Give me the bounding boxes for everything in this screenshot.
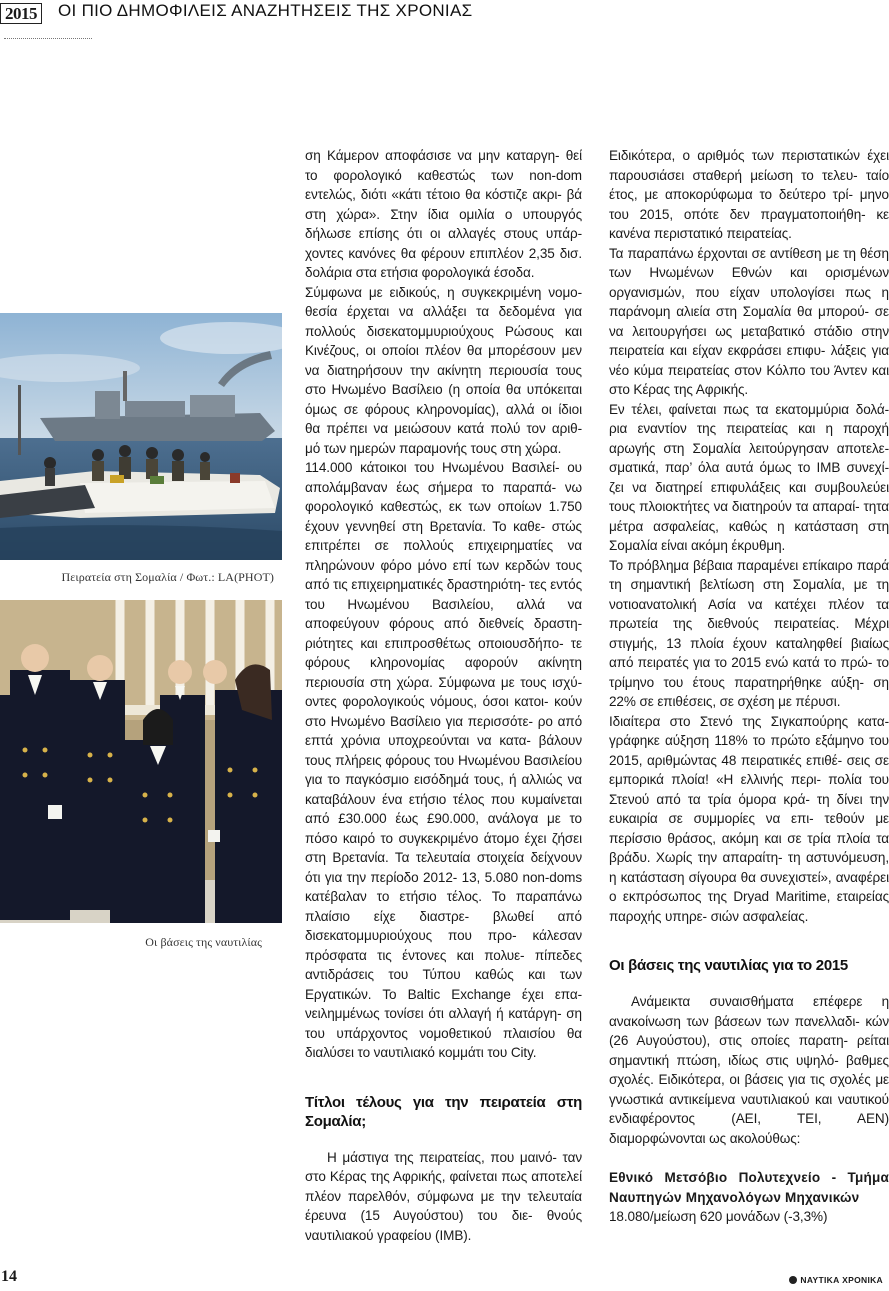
section-title: ΟΙ ΠΙΟ ΔΗΜΟΦΙΛΕΙΣ ΑΝΑΖΗΤΗΣΕΙΣ ΤΗΣ ΧΡΟΝΙΑΣ (58, 1, 473, 20)
piracy-photo (0, 313, 282, 560)
paragraph: Το πρόβλημα βέβαια παραμένει επίκαιρο παρά τη σημαντική βελτίωση στη Σομαλία, με τη νοτιοανατολική Ασία να κατέχει πλέον τα πρωτεία της διεθνούς πειρατείας. Μέχρι στιγμής, 13 πλοία έχουν καταληφθεί βιαίως από πειρατές για το 2015 ενώ κατά το πρώ- το τρίμηνο του έτους παρατηρήθηκε αύξη- ση 22% σε επιθέσεις, σε σχέση με πέρυσι. (609, 557, 889, 709)
brand-name: ΝΑΥΤΙΚΑ ΧΡΟΝΙΚΑ (800, 1275, 883, 1285)
subheading-nautical-bases: Οι βάσεις της ναυτιλίας για το 2015 (609, 957, 848, 974)
paragraph: Τα παραπάνω έρχονται σε αντίθεση με τη θέση των Ηνωμένων Εθνών και ορισμένων οργανισμών, που είχαν υπολογίσει πως η παράνομη αλιεία στη Σομαλία θα μπορού- σε να λειτουργήσει ως μεταβατικό στάδιο στην πειρατεία και είχαν εκφράσει επιφυ- λάξεις για νέο κύμα πειρατείας στον Κόλπο του Άντεν και στο Κέρας της Αφρικής. (609, 245, 889, 397)
paragraph: Ιδιαίτερα στο Στενό της Σιγκαπούρης κατα- γράφηκε αύξηση 118% το πρώτο εξάμηνο του 2015, αριθμώντας 48 πειρατικές επιθέ- σεις σε εμπορικά πλοία! «Η ελλινής περι- πολία του Στενού από τα τρία όμορα κρά- τη δίνει την ευκαιρία σε συμμορίες να επι- τεθούν με περίσσιο θράσος, ακόμη και σε τρία πλοία τα βράδυ. Χωρίς την απαραίτη- τη αστυνόμευση, η κατάσταση σίγουρα θα συνεχιστεί», αναφέρει ο εκπρόσωπος της Dryad Maritime, εταιρείας παροχής υπηρε- σιών ασφαλείας. (609, 713, 889, 924)
piracy-photo-caption: Πειρατεία στη Σομαλία / Φωτ.: LA(PHOT) (61, 570, 274, 584)
page-number: 14 (1, 1268, 17, 1285)
cadets-photo-caption: Οι βάσεις της ναυτιλίας (145, 935, 262, 949)
subheading-piracy: Τίτλοι τέλους για την πειρατεία στη Σομαλία; (305, 1093, 582, 1130)
dotted-divider (4, 38, 92, 40)
school-score: 18.080/μείωση 620 μονάδων (-3,3%) (609, 1209, 828, 1224)
paragraph: 114.000 κάτοικοι του Ηνωμένου Βασιλεί- ου απολάμβαναν έως σήμερα το παραπά- νω φορολογικό καθεστώς, εκ των οποίων 1.750 έχουν γεννηθεί στη Βρετανία. Το καθε- στώς επιτρέπει σε πολλούς επιχειρηματίες να πληρώνουν φόρο μόνο επί των κερδών τους από τις επιχειρηματικές δραστηριότη- τες εντός του Ηνωμένου Βασιλείου, αλλά να αποφεύγουν φόρους από διεθνείς δραστη- ριότητες και επιπροσθέτως οποιουσδήπο- τε φόρους κληρονομίας αφορούν ακίνητη περιουσία στη χώρα. Σύμφωνα με τους ισχύ- οντες φορολογικούς νόμους, όσοι κατοι- κούν στο Ηνωμένο Βασίλειο για περισσότε- ρο από επτά χρόνια υποχρεούνται να κατα- βάλουν τους πλήρεις φόρους του Ηνωμένου Βασιλείου για το παγκόσμιο εισόδημά τους, ή αλλιώς να καταβάλουν ένα ετήσιο τέλος που κυμαίνεται από £30.000 έως £90.000, ανάλογα με το πόσο καιρό το συγκεκριμένο άτομο έχει ζήσει στη Βρετανία. Τα τελευταία στοιχεία δείχνουν ότι για την περίοδο 2012- 13, 5.080 non-doms κατέβαλαν το ετήσιο τέλος. Το παραπάνω πλαίσιο είχε διαστρε- βλωθεί από δισεκατομμυριούχους που προ- κάλεσαν πρόσφατα τις έντονες και πολυε- πίπεδες αντιδράσεις του Τύπου καθώς και των Εργατικών. Το Baltic Exchange έχει επα- νειλημμένως τονίσει ότι αλλαγή ή κατάργη- ση του υπάρχοντος νομοθετικού πλαισίου θα διαλύσει το ναυτιλιακό κομμάτι του City. (305, 460, 582, 1060)
paragraph: Η μάστιγα της πειρατείας, που μαινό- ταν στο Κέρας της Αφρικής, φαίνεται πως αποτελεί πλέον παρελθόν, σύμφωνα με την τελευταία έρευνα (15 Αυγούστου) του διε- θνούς ναυτιλιακού γραφείου (IMB). (305, 1149, 582, 1243)
school-name: Εθνικό Μετσόβιο Πολυτεχνείο - Τμήμα Ναυπηγών Μηχανολόγων Μηχανικών (609, 1170, 889, 1205)
footer-brand (789, 1275, 883, 1285)
text-column-1 (305, 146, 582, 1245)
cadets-photo (0, 600, 282, 923)
paragraph: Εν τέλει, φαίνεται πως τα εκατομμύρια δολά- ρια εναντίον της πειρατείας και η παροχή αρωγής στη Σομαλία λειτούργησαν αποτελε- σματικά, παρ’ όλα αυτά όμως το IMB συνεχί- ζει να διατηρεί επιφυλάξεις και συμβουλεύει τους πλοιοκτήτες να διατηρούν τα απαραί- τητα μέτρα ασφαλείας, καθώς η κατάσταση στη Σομαλία είναι ακόμη έκρυθμη. (609, 401, 889, 553)
year-badge: 2015 (0, 3, 42, 24)
paragraph: Ειδικότερα, ο αριθμός των περιστατικών έχει παρουσιάσει σταθερή μείωση το τελευ- ταίο έτος, με αποκορύφωμα το δεύτερο τρί- μηνο του 2015, οπότε δεν πραγματοποιήθη- κε κανένα περιστατικό πειρατείας. (609, 148, 889, 241)
paragraph: Ανάμεικτα συναισθήματα επέφερε η ανακοίνωση των βάσεων των πανελλαδι- κών (26 Αυγούστου), στις οποίες παρατη- ρείται σημαντική πτώση, ιδίως στις υψηλό- βαθμες σχολές. Ειδικότερα, οι βάσεις για τις σχολές με γνωστικά αντικείμενα ναυτιλιακού και ναυτικού ενδιαφέροντος (ΑΕΙ, ΤΕΙ, ΑΕΝ) διαμορφώνονται ως ακολούθως: (609, 994, 889, 1146)
text-column-2 (609, 146, 889, 1227)
paragraph: Σύμφωνα με ειδικούς, η συγκεκριμένη νομο- θεσία έρχεται να αλλάξει τα δεδομένα για πολλούς δισεκατομμυριούχους Ρώσους και Κινέζους, οι οποίοι πλέον θα μπορέσουν μεν να διατηρήσουν την ακίνητη περιουσία τους στο Ηνωμένο Βασίλειο (η οποία θα υπόκειται όμως σε φόρους κληρονομίας), αλλά οι ίδιοι θα πρέπει να μειώσουν κατά πολύ τον αριθ- μό των ημερών παραμονής τους στη χώρα. (305, 284, 582, 456)
page-header (0, 0, 889, 30)
brand-logo-icon (789, 1276, 797, 1284)
paragraph: ση Κάμερον αποφάσισε να μην καταργη- θεί το φορολογικό καθεστώς των non-dom εντελώς, διότι «κάτι τέτοιο θα κόστιζε ακρι- βά στη χώρα». Στην ίδια ομιλία ο υπουργός δήλωσε επίσης ότι οι αλλαγές στους υπάρ- χοντες κανόνες θα φέρουν επιπλέον 2,35 δισ. δολάρια στα ετήσια φορολογικά έσοδα. (305, 148, 582, 280)
